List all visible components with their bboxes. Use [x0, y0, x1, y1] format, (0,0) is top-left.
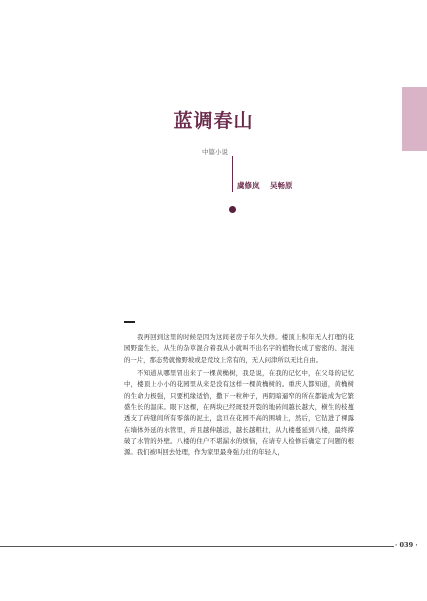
footer-rule [0, 546, 394, 547]
article-title: 蓝调春山 [173, 110, 254, 132]
genre-label: 中篇小说 [202, 148, 228, 156]
author-names: 虞修岚 吴畅原 [237, 181, 293, 190]
paragraph: 我再回到这里的时候是因为这间老房子年久失修。楼顶上积年无人打理的花园野蛮生长，从生的杂草混合着我从小就叫不出名字的植物长成了密密的、混沌的一片，那态势就像野坡或是荒坟上常有的，无人问津所以无比自由。 [124, 333, 354, 364]
paragraph: 不知道从哪里冒出来了一棵黄桷树，我是说，在我的记忆中，在父母的记忆中，楼顶上小小的花园里从来是没有这样一棵黄桷树的。重庆人都知道，黄桷树的生命力极强，只要机缘适恰，撒下一粒种子，再阴暗逼窄的所在都能成为它繁盛生长的温床。眼下这棵，在两块已经斑驳开裂的地砖间越长越大，横生的枝蔓透支了砖缝间所有零落的泥土，盘亘在花园不高的围墙上，然后，它钻进了裸露在墙体外延的水管里，并且越伸越远，越长越粗壮，从九楼蔓延到八楼，最终撑破了水管的外壁。八楼的住户不堪漏水的烦恼，在请专人检修后确定了问题的根源。我们被叫回去处理，作为家里最身强力壮的年轻人， [124, 369, 354, 457]
bullet-dot [229, 206, 236, 213]
body-text [124, 332, 354, 461]
section-dash [124, 321, 135, 323]
vertical-rule [232, 156, 233, 192]
page-number: · 039 · [395, 541, 418, 549]
